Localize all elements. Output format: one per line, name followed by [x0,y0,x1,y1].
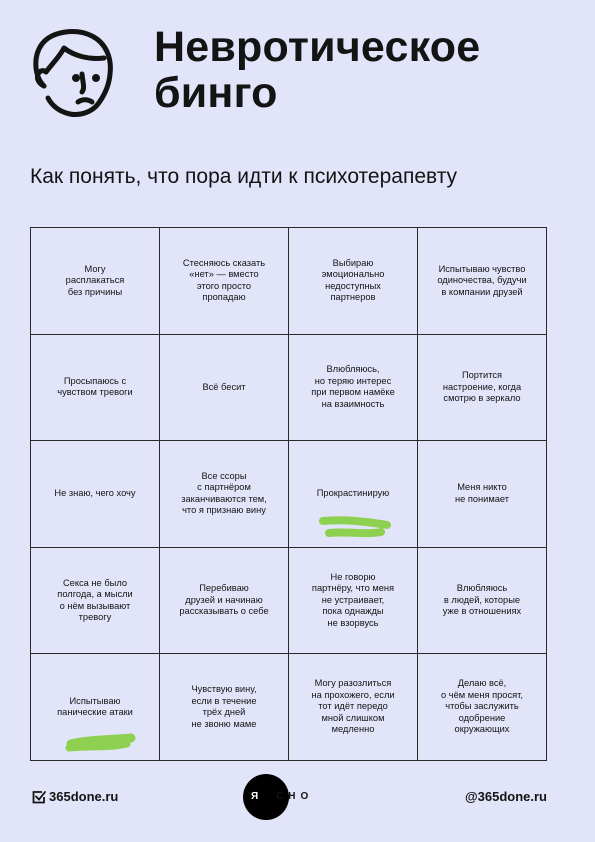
bingo-cell-text: Всё бесит [202,381,246,392]
bingo-cell[interactable] [418,441,547,548]
footer-social-handle[interactable]: @365done.ru [464,789,547,804]
bingo-cell-text: Испытываю чувство одиночества, будучи в компании друзей [437,263,527,297]
bingo-cell[interactable] [289,335,418,442]
bingo-cell[interactable] [418,228,547,335]
brand-logo-text: СНО [276,791,314,802]
bingo-cell[interactable] [31,228,160,335]
checkbox-icon [32,790,46,804]
bingo-cell-text: Портится настроение, когда смотрю в зеркало [442,370,522,404]
bingo-cell-text: Могу расплакаться без причины [65,263,125,297]
brand-logo-letter: Я [251,791,259,802]
bingo-cell-text: Не знаю, чего хочу [54,488,136,499]
bingo-cell-text: Делаю всё, о чём меня просят, чтобы заслужить одобрение окружающих [441,678,523,735]
bingo-cell[interactable] [31,335,160,442]
bingo-cell-text: Перебиваю друзей и начинаю рассказывать о себе [179,583,269,617]
bingo-cell[interactable] [289,654,418,761]
bingo-cell-text: Влюбляюсь, но теряю интерес при первом намёке на взаимность [311,364,395,409]
bingo-cell-text: Могу разозлиться на прохожего, если тот идёт передо мной слишком медленно [311,678,395,735]
worried-face-icon [30,26,114,118]
bingo-cell-text: Прокрастинирую [316,488,390,499]
footer-site-text: 365done.ru [49,789,119,804]
bingo-cell[interactable] [160,441,289,548]
footer-site-link[interactable] [32,789,118,804]
bingo-cell[interactable] [289,548,418,655]
bingo-cell[interactable] [418,335,547,442]
title-line-1: Невротическое [154,23,481,71]
bingo-cell-text: Не говорю партнёру, что меня не устраивает, пока однажды не взорвусь [311,571,395,628]
bingo-cell[interactable] [160,335,289,442]
bingo-grid [30,227,547,761]
bingo-cell-text: Влюбляюсь в людей, которые уже в отношениях [442,583,522,617]
bingo-cell-text: Просыпаюсь с чувством тревоги [57,375,133,398]
bingo-cell[interactable] [418,548,547,655]
bingo-cell-text: Чувствую вину, если в течение трёх дней не звоню маме [191,684,257,729]
page-subtitle: Как понять, что пора идти к психотерапевту [30,165,458,188]
bingo-cell-marked[interactable] [289,441,418,548]
bingo-cell[interactable] [160,228,289,335]
page-title [154,24,480,116]
title-line-2: бинго [154,69,278,117]
bingo-cell-text: Стесняюсь сказать «нет» — вместо этого просто пропадаю [182,257,266,303]
bingo-cell[interactable] [31,441,160,548]
bingo-cell-text: Выбираю эмоционально недоступных партнеров [321,257,385,303]
bingo-cell-text: Испытываю панические атаки [57,695,133,718]
highlighter-mark [61,728,137,754]
bingo-cell[interactable] [160,548,289,655]
bingo-cell-text: Все ссоры с партнёром заканчиваются тем, что я признаю вину [181,470,267,516]
bingo-cell[interactable] [418,654,547,761]
bingo-cell-marked[interactable] [31,654,160,761]
bingo-cell[interactable] [160,654,289,761]
bingo-cell[interactable] [289,228,418,335]
bingo-cell-text: Меня никто не понимает [454,482,510,504]
bingo-cell-text: Секса не было полгода, а мысли о нём вызывают тревогу [57,577,133,623]
highlighter-mark [317,513,393,541]
bingo-cell[interactable] [31,548,160,655]
